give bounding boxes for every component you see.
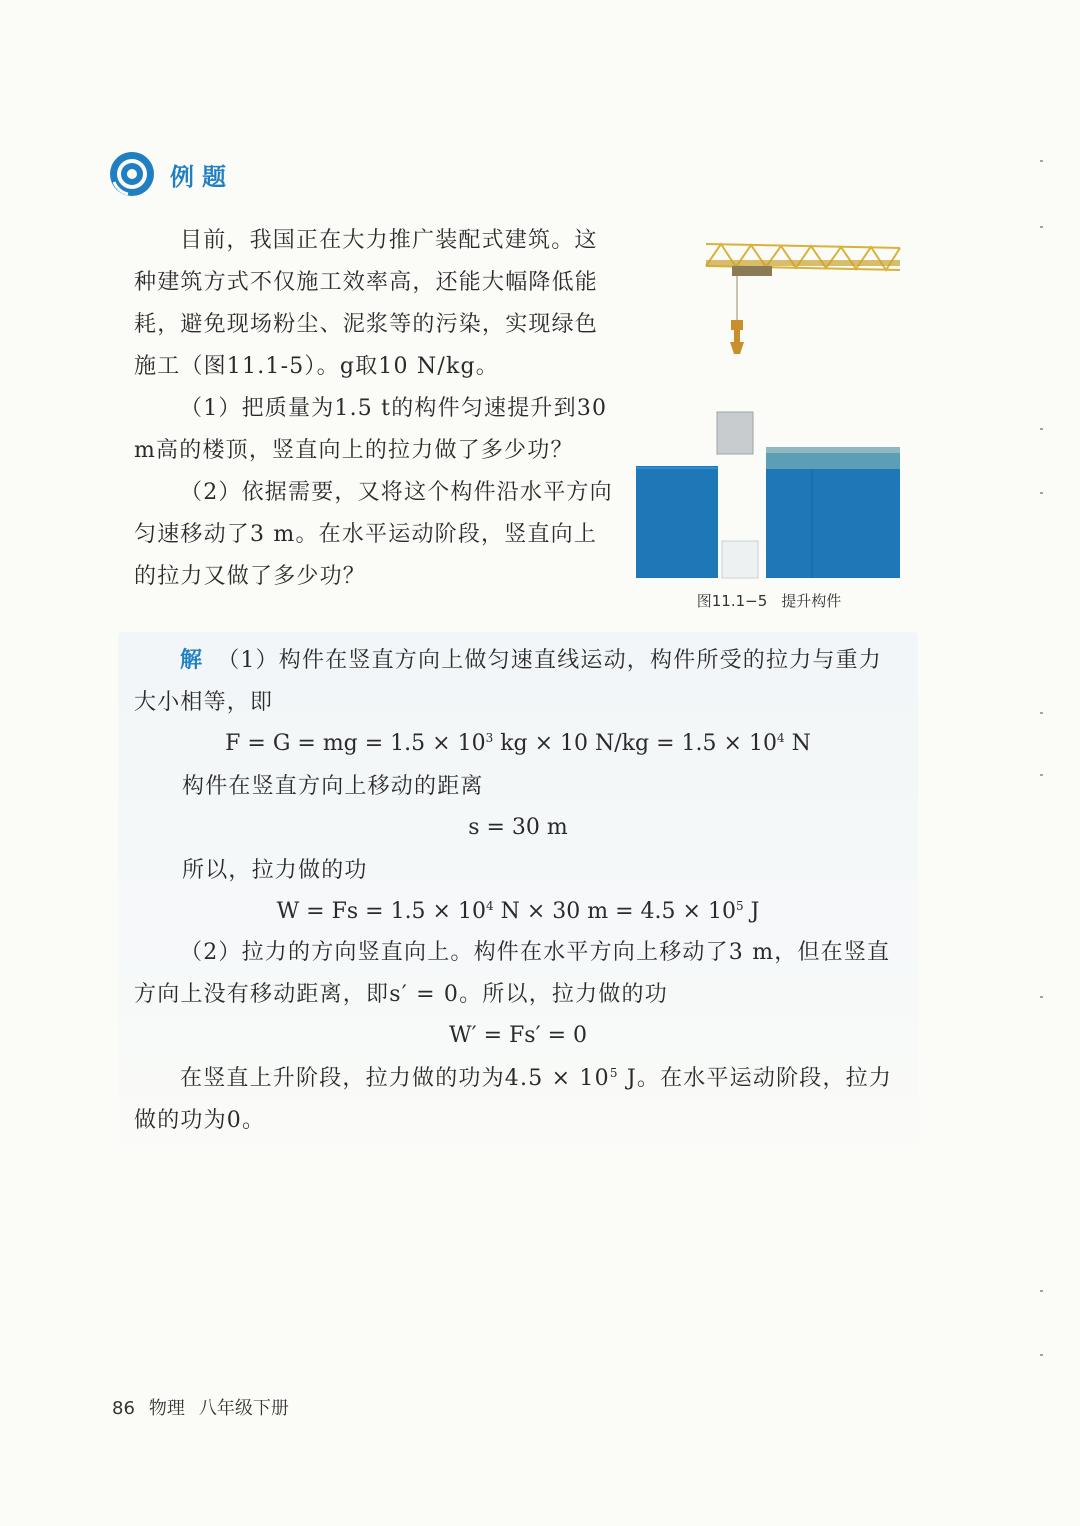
right-panel bbox=[766, 469, 900, 578]
formula-zero-work: W′ = Fs′ = 0 bbox=[449, 1023, 587, 1048]
formula-work bbox=[118, 896, 918, 928]
crane-hook bbox=[730, 320, 744, 354]
figure-number: 图11.1−5 bbox=[696, 592, 768, 610]
formula-work-part: N × 30 m = 4.5 × 10 bbox=[493, 899, 736, 924]
solution-label: 解 bbox=[180, 648, 204, 673]
solution-step-1-text: （1）构件在竖直方向上做匀速直线运动，构件所受的拉力与重力大小相等，即 bbox=[134, 648, 883, 715]
margin-mark bbox=[1040, 1354, 1043, 1356]
conclusion-part: J。在水平运动阶段，拉力做的功为0。 bbox=[134, 1066, 893, 1133]
section-title: 例题 bbox=[170, 162, 234, 191]
question-2: （2）依据需要，又将这个构件沿水平方向匀速移动了3 m。在水平运动阶段，竖直向上的拉力又做了多少功？ bbox=[134, 480, 613, 589]
page-number: 86 bbox=[112, 1398, 135, 1419]
conclusion-exponent: 5 bbox=[609, 1066, 619, 1080]
crane-lifting-illustration bbox=[636, 236, 902, 580]
solution-step-2: （2）拉力的方向竖直向上。构件在水平方向上移动了3 m，但在竖直方向上没有移动距离，即s′ = 0。所以，拉力做的功 bbox=[134, 940, 891, 1007]
subject-name: 物理 bbox=[148, 1398, 185, 1419]
formula-force-exponent: 4 bbox=[776, 731, 785, 745]
problem-intro: 目前，我国正在大力推广装配式建筑。这种建筑方式不仅施工效率高，还能大幅降低能耗，避免现场粉尘、泥浆等的污染，实现绿色施工（图11.1-5）。g取10 N/kg。 bbox=[134, 228, 599, 379]
question-1: （1）把质量为1.5 t的构件匀速提升到30 m高的楼顶，竖直向上的拉力做了多少功？ bbox=[134, 396, 608, 463]
distance-text: 构件在竖直方向上移动的距离 bbox=[182, 774, 484, 799]
formula-force-part: kg × 10 N/kg = 1.5 × 10 bbox=[493, 731, 777, 756]
formula-force bbox=[118, 728, 918, 760]
formula-work-part: W = Fs = 1.5 × 10 bbox=[276, 899, 486, 924]
margin-mark bbox=[1040, 226, 1043, 228]
lifted-component bbox=[717, 412, 753, 454]
left-panel bbox=[636, 466, 718, 578]
formula-force-part: F = G = mg = 1.5 × 10 bbox=[225, 731, 486, 756]
figure-caption bbox=[636, 590, 902, 611]
target-icon bbox=[108, 150, 156, 198]
formula-distance: s = 30 m bbox=[468, 815, 568, 840]
formula-force-exponent: 3 bbox=[485, 731, 494, 745]
conclusion-part: 在竖直上升阶段，拉力做的功为4.5 × 10 bbox=[180, 1066, 610, 1091]
formula-work-part: J bbox=[743, 899, 760, 924]
page-footer bbox=[112, 1394, 303, 1420]
formula-work-exponent: 4 bbox=[485, 899, 494, 913]
figure-title: 提升构件 bbox=[781, 592, 842, 610]
section-heading bbox=[108, 150, 234, 198]
book-name: 八年级下册 bbox=[198, 1398, 289, 1419]
margin-mark bbox=[1040, 712, 1043, 714]
formula-force-part: N bbox=[784, 731, 811, 756]
margin-mark bbox=[1040, 428, 1043, 430]
solution-conclusion bbox=[134, 1058, 904, 1142]
solution-step-1 bbox=[134, 640, 904, 724]
margin-mark bbox=[1040, 492, 1043, 494]
so-text: 所以，拉力做的功 bbox=[182, 858, 368, 883]
margin-mark bbox=[1040, 1290, 1043, 1292]
margin-mark bbox=[1040, 160, 1043, 162]
margin-mark bbox=[1040, 774, 1043, 776]
formula-work-exponent: 5 bbox=[735, 899, 744, 913]
margin-mark bbox=[1040, 996, 1043, 998]
